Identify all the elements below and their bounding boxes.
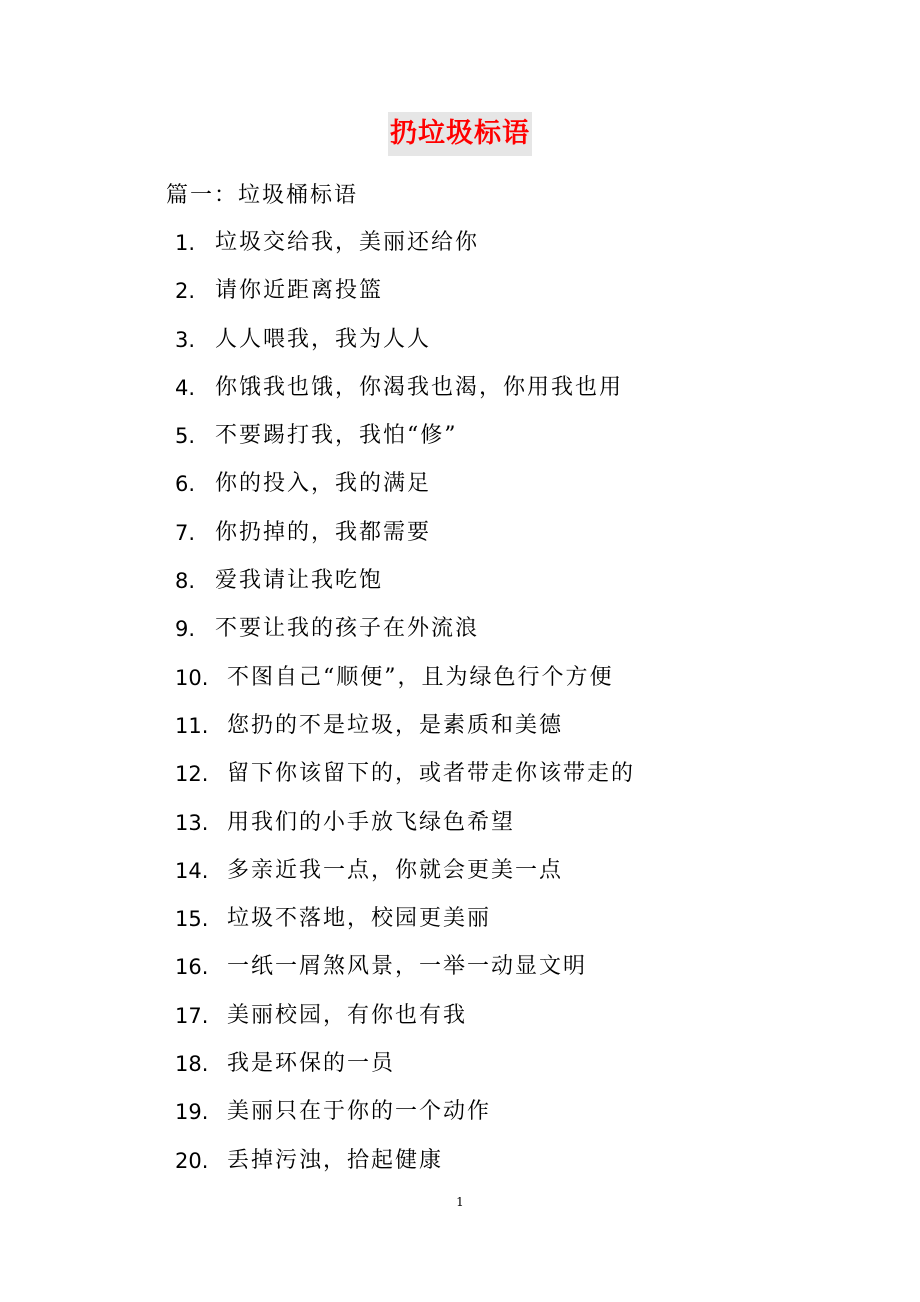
slogan-list — [175, 226, 635, 1192]
item-number: 4. — [175, 375, 196, 400]
item-number: 6. — [175, 472, 196, 497]
item-text: 垃圾不落地，校园更美丽 — [227, 906, 492, 932]
item-number: 20. — [175, 1148, 209, 1173]
list-item — [175, 709, 635, 757]
item-text: 用我们的小手放飞绿色希望 — [227, 809, 516, 835]
item-text: 美丽校园，有你也有我 — [227, 1002, 468, 1028]
list-item — [175, 1047, 635, 1095]
item-text: 你饿我也饿，你渴我也渴，你用我也用 — [215, 374, 624, 400]
section-heading: 篇一：垃圾桶标语 — [166, 183, 359, 208]
list-item — [175, 1095, 635, 1143]
item-text: 不要让我的孩子在外流浪 — [215, 616, 480, 642]
list-item — [175, 612, 635, 660]
item-number: 12. — [175, 762, 209, 787]
item-text: 不图自己“顺便”，且为绿色行个方便 — [227, 664, 614, 690]
list-item — [175, 467, 635, 515]
item-number: 15. — [175, 907, 209, 932]
list-item — [175, 1144, 635, 1192]
item-text: 留下你该留下的，或者带走你该带走的 — [227, 761, 636, 787]
item-text: 我是环保的一员 — [227, 1051, 396, 1077]
item-text: 多亲近我一点，你就会更美一点 — [227, 857, 564, 883]
list-item — [175, 564, 635, 612]
item-number: 14. — [175, 858, 209, 883]
list-item — [175, 323, 635, 371]
list-item — [175, 226, 635, 274]
item-number: 19. — [175, 1100, 209, 1125]
list-item — [175, 661, 635, 709]
item-number: 2. — [175, 279, 196, 304]
item-number: 10. — [175, 665, 209, 690]
item-text: 请你近距离投篮 — [215, 278, 384, 304]
list-item — [175, 854, 635, 902]
list-item — [175, 999, 635, 1047]
list-item — [175, 950, 635, 998]
item-number: 8. — [175, 569, 196, 594]
item-text: 美丽只在于你的一个动作 — [227, 1099, 492, 1125]
item-text: 垃圾交给我，美丽还给你 — [215, 230, 480, 255]
list-item — [175, 516, 635, 564]
item-number: 11. — [175, 713, 209, 738]
item-number: 7. — [175, 520, 196, 545]
document-title: 扔垃圾标语 — [388, 112, 532, 156]
item-number: 3. — [175, 327, 196, 352]
item-text: 你扔掉的，我都需要 — [215, 519, 432, 545]
item-text: 您扔的不是垃圾，是素质和美德 — [227, 712, 564, 738]
item-text: 你的投入，我的满足 — [215, 471, 432, 497]
item-number: 1. — [175, 231, 196, 255]
item-text: 爱我请让我吃饱 — [215, 568, 384, 594]
item-number: 16. — [175, 955, 209, 980]
item-text: 一纸一屑煞风景，一举一动显文明 — [227, 954, 588, 980]
list-item — [175, 371, 635, 419]
list-item — [175, 419, 635, 467]
list-item — [175, 902, 635, 950]
title-container — [0, 112, 920, 156]
item-number: 17. — [175, 1003, 209, 1028]
list-item — [175, 757, 635, 805]
item-number: 9. — [175, 617, 196, 642]
item-text: 丢掉污浊，拾起健康 — [227, 1147, 444, 1173]
item-text: 人人喂我，我为人人 — [215, 326, 432, 352]
item-number: 18. — [175, 1052, 209, 1077]
list-item — [175, 806, 635, 854]
item-number: 5. — [175, 424, 196, 449]
list-item — [175, 274, 635, 322]
item-text: 不要踢打我，我怕“修” — [215, 423, 458, 449]
item-number: 13. — [175, 810, 209, 835]
page-number: 1 — [456, 1195, 464, 1209]
